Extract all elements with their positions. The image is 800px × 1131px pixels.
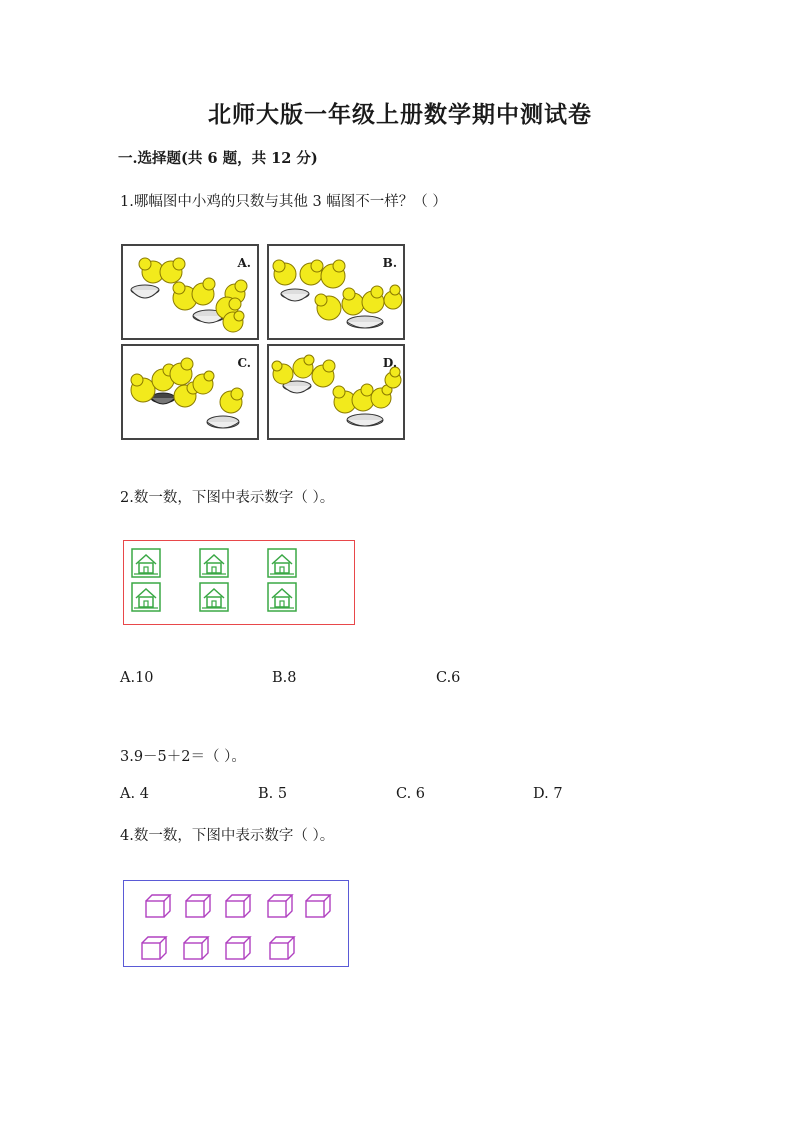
house-icon — [132, 549, 160, 577]
chick-icon — [131, 358, 243, 413]
house-icon — [132, 583, 160, 611]
house-icon — [200, 549, 228, 577]
panel-a — [121, 244, 259, 340]
panel-d — [267, 344, 405, 440]
q3-option-b[interactable]: B. 5 — [258, 786, 288, 802]
q3-option-c[interactable]: C. 6 — [396, 786, 426, 802]
question-4-text: 4.数一数，下图中表示数字（ ）。 — [120, 828, 335, 844]
panel-c — [121, 344, 259, 440]
cube-icon — [270, 937, 294, 959]
chick-figure — [121, 244, 406, 442]
section-heading: 一.选择题(共 6 题，共 12 分) — [118, 150, 318, 167]
cube-icon — [186, 895, 210, 917]
panel-b — [267, 244, 405, 340]
q2-option-b[interactable]: B.8 — [272, 670, 297, 686]
cube-icon — [226, 895, 250, 917]
cube-frame — [123, 880, 349, 967]
page-title: 北师大版一年级上册数学期中测试卷 — [208, 101, 592, 128]
house-frame — [123, 540, 355, 625]
cube-icon — [306, 895, 330, 917]
q3-option-d[interactable]: D. 7 — [533, 786, 563, 802]
q2-option-c[interactable]: C.6 — [436, 670, 461, 686]
chick-icon — [139, 258, 247, 332]
cube-group — [124, 881, 347, 965]
house-group — [124, 541, 353, 623]
cube-icon — [268, 895, 292, 917]
cube-icon — [184, 937, 208, 959]
panel-d-label: D. — [382, 356, 397, 370]
house-icon — [200, 583, 228, 611]
house-icon — [268, 583, 296, 611]
question-2-text: 2.数一数，下图中表示数字（ ）。 — [120, 490, 335, 506]
house-icon — [268, 549, 296, 577]
cube-icon — [226, 937, 250, 959]
q2-option-a[interactable]: A.10 — [120, 670, 154, 686]
question-1-text: 1.哪幅图中小鸡的只数与其他 3 幅图不一样？（ ） — [120, 194, 447, 210]
panel-c-label: C. — [237, 356, 251, 370]
cube-icon — [142, 937, 166, 959]
cube-icon — [146, 895, 170, 917]
panel-b-label: B. — [382, 256, 397, 270]
panel-a-label: A. — [237, 256, 251, 270]
question-3-text: 3.9－5＋2＝（ ）。 — [120, 749, 246, 765]
q3-option-a[interactable]: A. 4 — [120, 786, 149, 802]
